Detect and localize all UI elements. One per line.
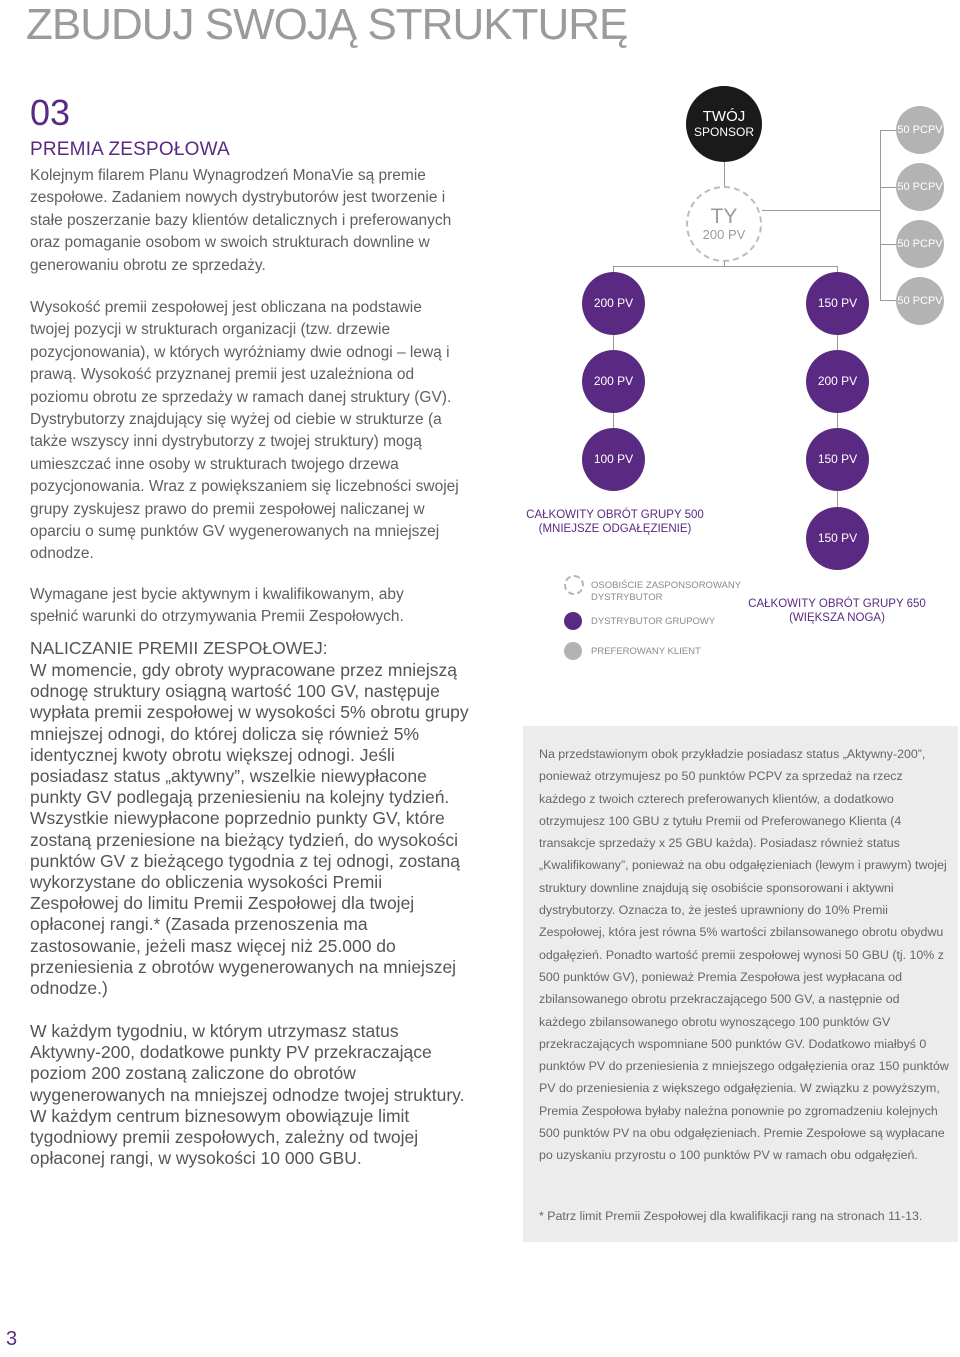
- footnote: * Patrz limit Premii Zespołowej dla kwalifikacji rang na stronach 11-13.: [539, 1209, 923, 1223]
- section-number: 03: [30, 92, 71, 133]
- right-leg-node: [806, 507, 869, 570]
- weekly-limit-paragraph: W każdym tygodniu, w którym utrzymasz status Aktywny-200, dodatkowe punkty PV przekraczające poziom 200 zostaną zaliczone do obrotów wygenerowanych na mniejszej odnodze twojej struktury. W każdym centrum biznesowym obowiązuje limit tygodniowy premii zespołowych, zależny od twojej opłaconej rangi, w wysokości 10 000 GBU.: [30, 1021, 465, 1169]
- preferred-customer-node: [896, 163, 944, 211]
- legend-personal: [591, 580, 741, 603]
- preferred-customer-node: [896, 277, 944, 325]
- connector-line: [762, 210, 880, 211]
- you-node: [686, 186, 762, 262]
- legend-preferred: PREFEROWANY KLIENT: [591, 646, 701, 657]
- left-leg-caption: [520, 508, 710, 536]
- preferred-customer-node: [896, 106, 944, 154]
- right-leg-node: [806, 428, 869, 491]
- left-leg-node: [582, 350, 645, 413]
- left-leg-node: [582, 428, 645, 491]
- pv-label: 200 PV: [593, 295, 634, 310]
- requirement-paragraph: Wymagane jest bycie aktywnym i kwalifikowanym, aby spełnić warunki do otrzymywania Premii Zespołowych.: [30, 586, 404, 626]
- preferred-customer-legend-icon: [564, 642, 582, 660]
- calculation-basis-paragraph: Wysokość premii zespołowej jest obliczana na podstawie twojej pozycji w strukturach organizacji (tzw. drzewie pozycjonowania), w których wyróżniamy dwie odnogi – lewą i prawą. Wysokość przyznanej premii jest uzależniona od poziomu obrotu ze sprzedaży w ramach danej struktury (GV). Dystrybutorzy znajdujący się wyżej od ciebie w strukturze (a także wszyscy inni dystrybutorzy z twojej struktury) mogą umieszczać inne osoby w strukturach twojego drzewa pozycjonowania. Wraz z powiększaniem się liczebności swojej grupy zyskujesz prawo do premii zespołowej naliczanej w oparciu o sumę punktów GV wygenerowanych na mniejszej odnodze.: [30, 299, 459, 563]
- connector-line: [880, 300, 896, 301]
- connector-line: [880, 130, 881, 301]
- legend-personal-line1: OSOBIŚCIE ZASPONSOROWANY: [591, 580, 742, 591]
- pcpv-label: 50 PCPV: [897, 294, 943, 307]
- connector-line: [613, 266, 838, 267]
- connector-line: [880, 187, 896, 188]
- left-leg-note: (MNIEJSZE ODGAŁĘZIENIE): [538, 523, 692, 535]
- example-text: Na przedstawionym obok przykładzie posiadasz status „Aktywny-200”, ponieważ otrzymujesz po 50 punktów PCPV za sprzedaż na rzecz każdego z twoich czterech preferowanych klientów, a dodatkowo otrzymujesz 100 GBU z tytułu Premii od Preferowanego Klienta (4 transakcje sprzedaży x 25 GBU każda). Posiadasz również status „Kwalifikowany”, ponieważ na obu odgałęzieniach (lewym i prawym) twojej struktury downline znajdują się osobiście sponsorowani i aktywni dystrybutorzy. Oznacza to, że jesteś uprawniony do 10% Premii Zespołowej, która jest równa 5% wartości zbilansowanego obrotu obydwu odgałęzień. Ponadto wartość premii zespołowej wynosi 50 GBU (tj. 10% z 500 punktów GV), ponieważ Premia Zespołowa jest wypłacana od zbilansowanego obrotu przekraczającego 500 GV, a następnie od każdego zbilansowanego obrotu wynoszącego 100 punktów GV przekraczających wspomniane 500 punktów GV. Dodatkowo miałbyś 0 punktów PV do przeniesienia z mniejszego odgałęzienia oraz 150 punktów PV do przeniesienia z większego odgałęzienia. W związku z powyższym, Premia Zespołowa byłaby należna ponownie po zgromadzeniu kolejnych 500 punktów PV na obu odgałęzieniach. Premie Zespołowe są wypłacane po uzyskaniu przyrostu o 100 punktów PV w ramach obu odgałęzień.: [539, 747, 949, 1163]
- group-distributor-legend-icon: [564, 612, 582, 630]
- page-title: ZBUDUJ SWOJĄ STRUKTURĘ: [26, 0, 628, 49]
- you-label: TY: [710, 205, 738, 229]
- legend-group: DYSTRYBUTOR GRUPOWY: [591, 616, 716, 627]
- preferred-customer-node: [896, 220, 944, 268]
- pcpv-label: 50 PCPV: [897, 123, 943, 136]
- right-leg-total: CAŁKOWITY OBRÓT GRUPY 650: [748, 598, 926, 610]
- pv-label: 150 PV: [817, 451, 858, 466]
- pv-label: 200 PV: [593, 373, 634, 388]
- connector-line: [880, 130, 896, 131]
- pv-label: 150 PV: [817, 295, 858, 310]
- you-pv: 200 PV: [702, 227, 746, 243]
- pv-label: 200 PV: [817, 373, 858, 388]
- pv-label: 150 PV: [817, 530, 858, 545]
- connector-line: [880, 244, 896, 245]
- left-leg-node: [582, 272, 645, 335]
- pcpv-label: 50 PCPV: [897, 180, 943, 193]
- pcpv-label: 50 PCPV: [897, 237, 943, 250]
- sponsor-sublabel: SPONSOR: [693, 124, 754, 139]
- right-leg-note: (WIĘKSZA NOGA): [789, 612, 885, 624]
- pv-label: 100 PV: [593, 451, 634, 466]
- right-leg-caption: [742, 597, 932, 625]
- intro-paragraph: Kolejnym filarem Planu Wynagrodzeń MonaVie są premie zespołowe. Zadaniem nowych dystrybutorów jest tworzenie i stałe poszerzanie bazy klientów detalicznych i preferowanych oraz pomaganie osobom w swoich strukturach downline w generowaniu obrotu ze sprzedaży.: [30, 167, 452, 274]
- right-leg-node: [806, 272, 869, 335]
- sponsor-label: TWÓJ: [702, 108, 746, 126]
- section-title: PREMIA ZESPOŁOWA: [30, 139, 230, 160]
- legend-personal-line2: DYSTRYBUTOR: [591, 591, 663, 603]
- page-number: 3: [6, 1328, 18, 1350]
- left-leg-total: CAŁKOWITY OBRÓT GRUPY 500: [526, 509, 704, 521]
- sponsor-node: [686, 86, 762, 162]
- right-leg-node: [806, 350, 869, 413]
- calculation-body: W momencie, gdy obroty wypracowane przez mniejszą odnogę struktury osiągną wartość 100 GV, następuje wypłata premii zespołowej w wysokości 5% obrotu grupy mniejszej odnogi, do której dolicza się również 5% identycznej kwoty obrotu większej odnogi. Jeśli posiadasz status „aktywny”, wszelkie niewypłacone punkty GV podlegają przeniesieniu na kolejny tydzień. Wszystkie niewypłacone poprzednio punkty GV, które zostaną przeniesione na bieżący tydzień, do wysokości punktów GV z bieżącego tygodnia z tej odnogi, zostaną wykorzystane do obliczenia wysokości Premii Zespołowej do limitu Premii Zespołowej dla twojej opłaconej rangi.* (Zasada przenoszenia ma zastosowanie, jeżeli masz więcej niż 25.000 do przeniesienia z obrotów wygenerowanych na mniejszej odnodze.): [30, 660, 469, 999]
- personal-sponsor-legend-icon: [564, 575, 584, 595]
- calculation-heading: NALICZANIE PREMII ZESPOŁOWEJ:: [30, 638, 328, 658]
